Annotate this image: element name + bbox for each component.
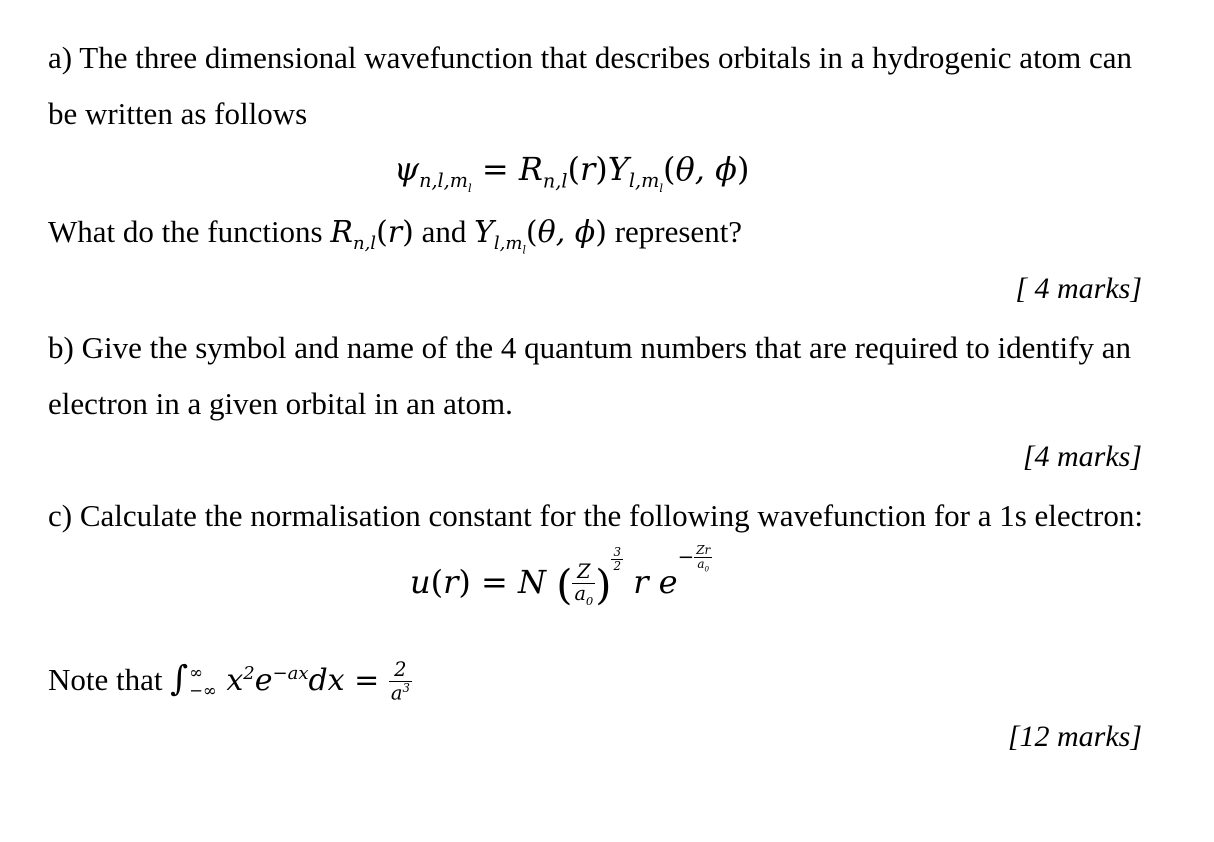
radial-function: $R_{n,l}(r)$ xyxy=(330,215,414,254)
wavefunction-equation: $\psi_{n,l,m_l} = R_{n,l}(r)Y_{l,m_l}(\theta$, ϕ) xyxy=(394,150,750,196)
normalisation-wavefunction: u(r) = N ( $\frac{Z}{a_0}$ ) $\frac{3}{2}$ r e− $\frac{Zr}{a_0}$ xyxy=(410,543,711,609)
part-b-text-line2: electron in a given orbital in an atom. xyxy=(48,386,513,421)
part-b-marks: [4 marks] xyxy=(1022,440,1142,473)
integral-identity: ∫ ∞ −∞ $x^2e^{-ax}dx$ = $\frac{2}{a^3}$ xyxy=(170,658,410,705)
question-and: and xyxy=(413,214,475,249)
angular-function: $Y_{l,m_l}(\theta$, ϕ) xyxy=(474,215,607,257)
part-a-marks: [ 4 marks] xyxy=(1015,272,1142,305)
integral-note xyxy=(48,654,412,704)
note-prefix: Note that xyxy=(48,662,171,697)
part-a-text-line2: be written as follows xyxy=(48,96,308,131)
part-c-marks: [12 marks] xyxy=(1007,720,1142,753)
part-a-question xyxy=(48,212,742,271)
part-c-text-line1: c) Calculate the normalisation constant for the following wavefunction for a 1s electron: xyxy=(48,498,1143,533)
part-a-text-line1: a) The three dimensional wavefunction that describes orbitals in a hydrogenic atom can xyxy=(48,40,1133,75)
part-b-text-line1: b) Give the symbol and name of the 4 quantum numbers that are required to identify an xyxy=(48,330,1131,365)
question-end: represent? xyxy=(606,214,743,249)
question-start: What do the functions xyxy=(48,214,331,249)
